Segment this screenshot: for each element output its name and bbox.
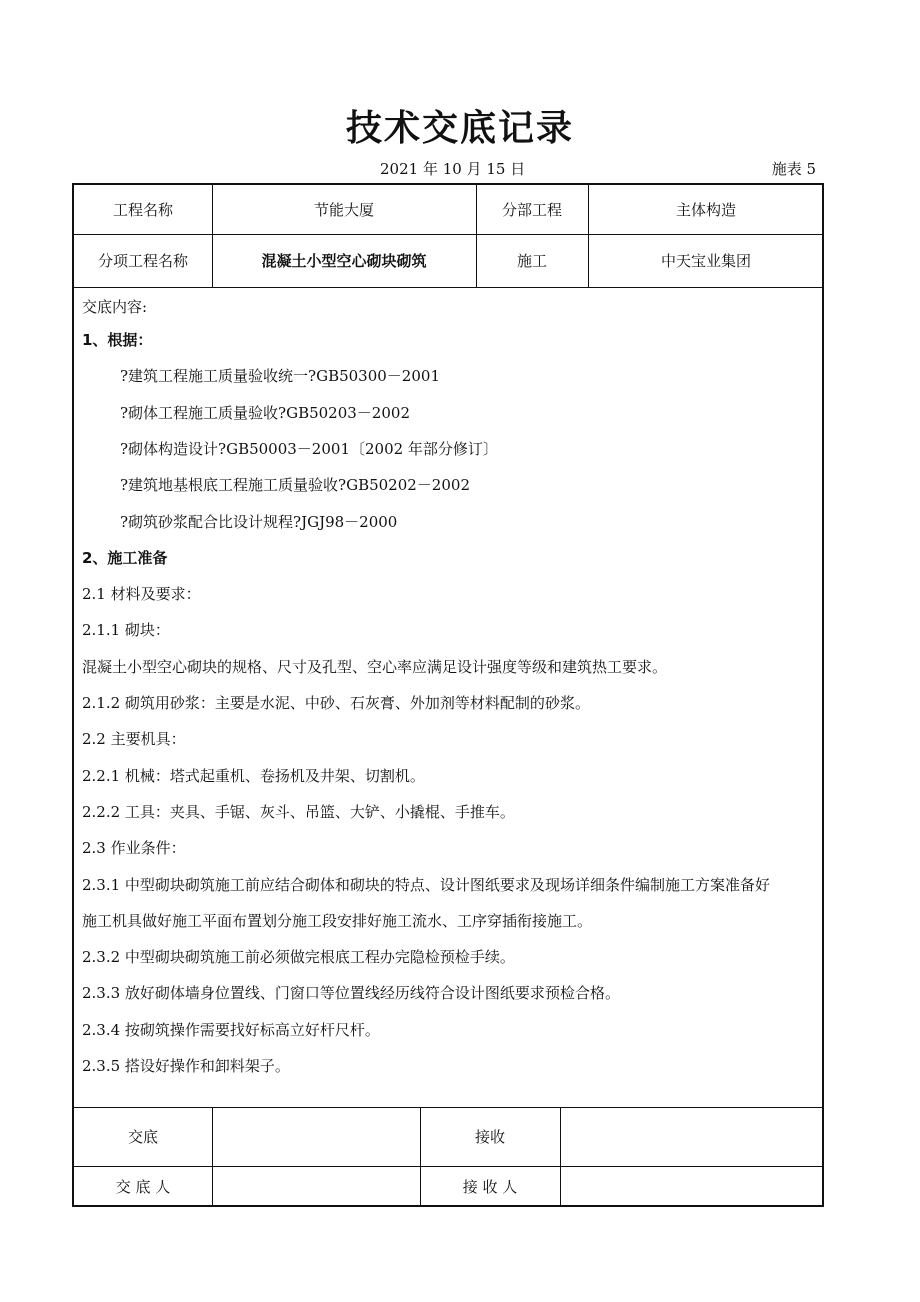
- content-line: 2.3.3 放好砌体墙身位置线、门窗口等位置线经历线符合设计图纸要求预检合格。: [82, 984, 620, 1003]
- content-line: ?建筑地基根底工程施工质量验收?GB50202－2002: [120, 476, 470, 495]
- content-line: 2.3.4 按砌筑操作需要找好标高立好杆尺杆。: [82, 1020, 380, 1039]
- construction-value[interactable]: 中天宝业集团: [660, 252, 751, 270]
- project-name-value[interactable]: 节能大厦: [313, 201, 374, 219]
- handover-label: 交底: [127, 1128, 158, 1146]
- content-line: 2.3.1 中型砌块砌筑施工前应结合砌体和砌块的特点、设计图纸要求及现场详细条件编制施工方案准备好: [82, 875, 770, 894]
- project-name-label: 工程名称: [112, 201, 173, 219]
- handover-field[interactable]: [212, 1107, 420, 1166]
- subitem-value[interactable]: 混凝土小型空心砌块砌筑: [261, 252, 427, 270]
- content-line: 2.1.2 砌筑用砂浆：主要是水泥、中砂、石灰膏、外加剂等材料配制的砂浆。: [82, 694, 590, 712]
- content-line: ?砌体工程施工质量验收?GB50203－2002: [120, 403, 410, 422]
- content-line: 2.2.1 机械：塔式起重机、卷扬机及井架、切割机。: [82, 766, 425, 785]
- content-line: ?砌体构造设计?GB50003－2001〔2002 年部分修订〕: [120, 439, 498, 458]
- receive-person-field[interactable]: [560, 1166, 824, 1207]
- content-line: 2.3.5 搭设好操作和卸料架子。: [82, 1057, 290, 1075]
- content-line: 1、根据：: [82, 331, 153, 349]
- handover-person-label: 交 底 人: [115, 1178, 171, 1196]
- division-label: 分部工程: [501, 201, 562, 219]
- form-number: 施表 5: [771, 160, 816, 178]
- content-line: 2.3 作业条件：: [82, 839, 186, 858]
- subitem-label: 分项工程名称: [97, 252, 188, 270]
- content-line: ?砌筑砂浆配合比设计规程?JGJ98－2000: [120, 512, 398, 531]
- content-line: 2.2 主要机具：: [82, 730, 186, 749]
- content-line: 混凝土小型空心砌块的规格、尺寸及孔型、空心率应满足设计强度等级和建筑热工要求。: [82, 657, 668, 676]
- content-line: 2、施工准备: [82, 548, 168, 567]
- receive-field[interactable]: [560, 1107, 824, 1166]
- content-line: 2.2.2 工具：夹具、手锯、灰斗、吊篮、大铲、小撬棍、手推车。: [82, 802, 515, 821]
- row-divider: [74, 287, 822, 288]
- handover-person-field[interactable]: [212, 1166, 420, 1207]
- record-form: [72, 183, 824, 1207]
- document-title: 技术交底记录: [345, 108, 574, 149]
- construction-label: 施工: [516, 252, 547, 270]
- receive-person-label: 接 收 人: [462, 1178, 518, 1196]
- content-line: 2.1.1 砌块：: [82, 621, 170, 640]
- receive-label: 接收: [474, 1128, 505, 1146]
- content-line: 2.1 材料及要求：: [82, 585, 201, 604]
- content-intro: 交底内容:: [82, 298, 148, 316]
- document-date: 2021 年 10 月 15 日: [380, 160, 526, 178]
- content-line: 施工机具做好施工平面布置划分施工段安排好施工流水、工序穿插衔接施工。: [82, 911, 593, 930]
- content-line: 2.3.2 中型砌块砌筑施工前必须做完根底工程办完隐检预检手续。: [82, 948, 515, 967]
- content-line: ?建筑工程施工质量验收统一?GB50300－2001: [120, 367, 440, 386]
- division-value[interactable]: 主体构造: [675, 201, 736, 219]
